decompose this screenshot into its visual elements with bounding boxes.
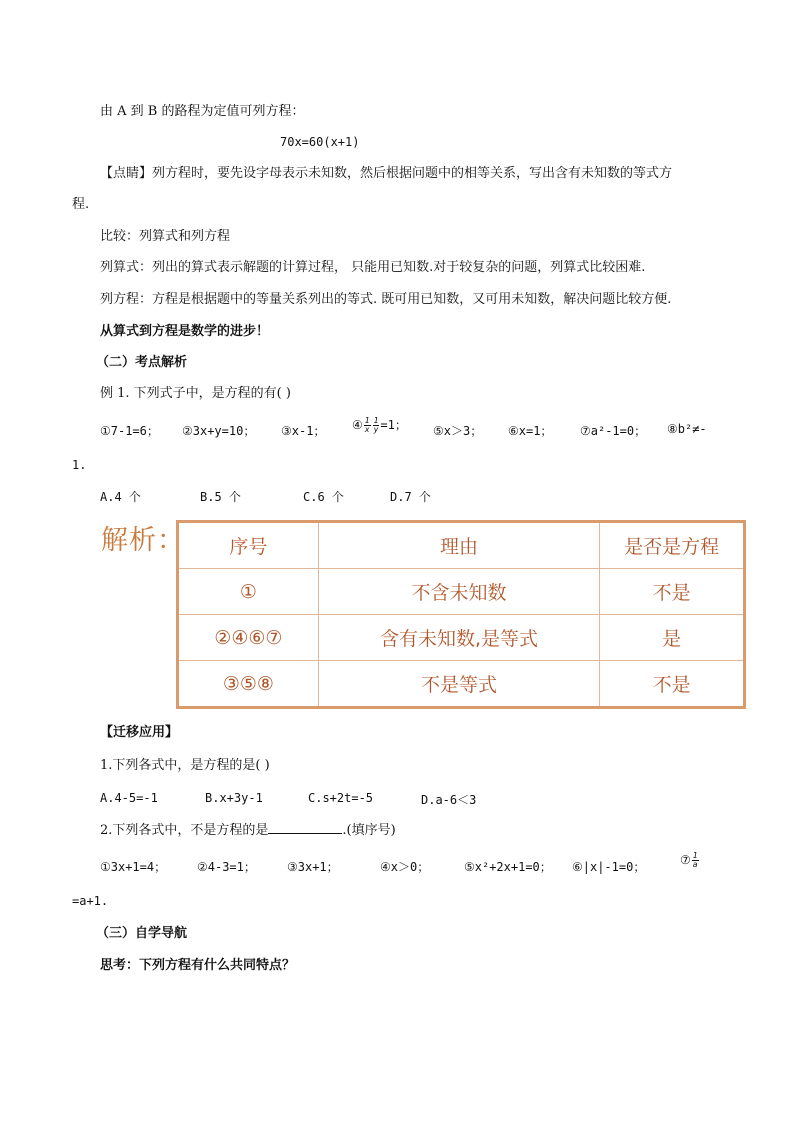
- q1-option-b: B.x+3y-1: [205, 791, 263, 805]
- q2-item: ④x＞0；: [380, 860, 430, 874]
- example-1-item: ③x-1；: [281, 424, 326, 438]
- q2-item: ②4-3=1；: [197, 860, 256, 874]
- q2-item: ①3x+1=4；: [100, 860, 167, 874]
- q1-option-d: D.a-6＜3: [421, 793, 477, 807]
- dianjing-line-1: 【点睛】列方程时，要先设字母表示未知数，然后根据问题中的相等关系，写出含有未知数的等式方: [100, 166, 673, 181]
- example-1-prompt: 例 1. 下列式子中，是方程的有( ): [100, 386, 291, 401]
- option-d: D.7 个: [390, 490, 431, 504]
- transfer-title: 【迁移应用】: [100, 725, 179, 740]
- compare-title: 比较：列算式和列方程: [100, 229, 231, 244]
- example-1-item: ①7-1=6；: [100, 424, 159, 438]
- q1-option-c: C.s+2t=-5: [308, 791, 374, 805]
- option-b: B.5 个: [200, 490, 241, 504]
- q2-item-cont: =a+1.: [72, 894, 109, 908]
- table-cell: ②④⑥⑦: [178, 615, 319, 661]
- example-1-item: ⑥x=1；: [508, 424, 553, 438]
- section-2-heading: （二）考点解析: [96, 355, 188, 370]
- lie-fangcheng: 列方程：方程是根据题中的等量关系列出的等式. 既可用已知数，又可用未知数，解决问题比较方便.: [100, 292, 672, 307]
- q2-prefix: 2.下列各式中，不是方程的是: [100, 823, 269, 838]
- example-1-item-fraction: [352, 416, 407, 434]
- table-header-row: [178, 522, 745, 569]
- fraction-1-over-x: $\frac{1}{x}$: [364, 416, 370, 434]
- table-cell: 不是等式: [318, 661, 599, 708]
- q1-option-a: A.4-5=-1: [100, 791, 158, 805]
- header-cell: 是否是方程: [600, 522, 745, 569]
- table-cell: 是: [600, 615, 745, 661]
- analysis-table: [176, 520, 746, 709]
- q2-suffix: .(填序号): [342, 823, 396, 838]
- think-question: 思考：下列方程有什么共同特点？: [100, 958, 296, 973]
- circled-4: ④: [352, 418, 363, 432]
- example-1-item: ⑦a²-1=0；: [580, 424, 647, 438]
- option-a: A.4 个: [100, 490, 141, 504]
- q2-item: ⑥|x|-1=0；: [572, 860, 646, 874]
- table-cell: 含有未知数,是等式: [318, 615, 599, 661]
- analysis-label: 解析：: [101, 525, 185, 556]
- header-cell: 理由: [318, 522, 599, 569]
- q2-item: ⑤x²+2x+1=0；: [464, 860, 552, 874]
- header-cell: 序号: [178, 522, 319, 569]
- fraction-1-over-y: $\frac{1}{y}$: [373, 416, 379, 434]
- answer-blank[interactable]: [268, 821, 342, 834]
- table-cell: 不含未知数: [318, 569, 599, 615]
- example-1-item: ⑤x＞3；: [433, 424, 483, 438]
- example-1-item: ⑧b²≠-: [667, 422, 707, 436]
- q2-item-fraction: [680, 852, 700, 869]
- table-cell: 不是: [600, 661, 745, 708]
- equation: 70x=60(x+1): [280, 135, 360, 149]
- route-line: 由 A 到 B 的路程为定值可列方程：: [100, 104, 305, 119]
- table-row: [178, 661, 745, 708]
- dianjing-line-2: 程.: [72, 197, 90, 212]
- progress-statement: 从算式到方程是数学的进步！: [100, 324, 270, 339]
- fraction-1-over-a: $\frac{1}{a}$: [692, 851, 698, 869]
- example-1-item-cont: 1.: [72, 458, 87, 472]
- example-1-item: ②3x+y=10；: [182, 424, 256, 438]
- table-row: [178, 569, 745, 615]
- option-c: C.6 个: [303, 490, 344, 504]
- circled-7: ⑦: [680, 853, 691, 867]
- transfer-q1: 1.下列各式中，是方程的是( ): [100, 758, 270, 773]
- table-cell: ①: [178, 569, 319, 615]
- table-cell: 不是: [600, 569, 745, 615]
- table-cell: ③⑤⑧: [178, 661, 319, 708]
- equals-1: =1；: [380, 418, 407, 432]
- q2-item: ③3x+1；: [287, 860, 339, 874]
- table-row: [178, 615, 745, 661]
- lie-suanshi: 列算式：列出的算式表示解题的计算过程， 只能用已知数.对于较复杂的问题，列算式比较困难.: [100, 260, 646, 275]
- section-3-heading: （三）自学导航: [96, 926, 188, 941]
- transfer-q2: [100, 821, 396, 840]
